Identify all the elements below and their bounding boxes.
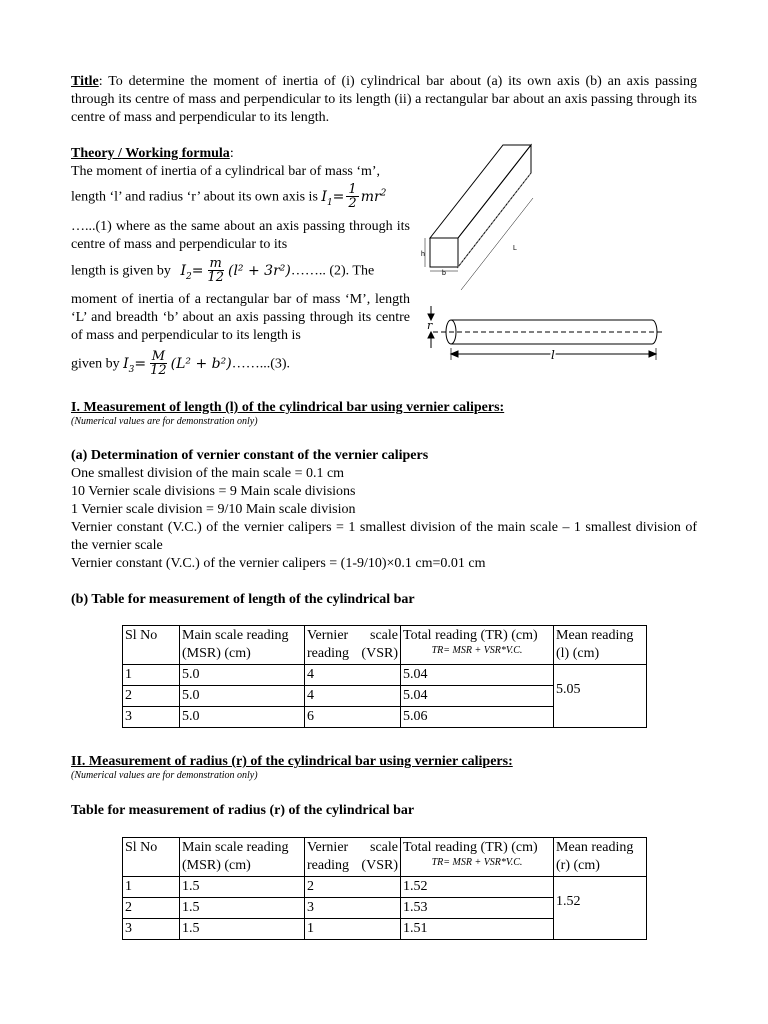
theory-heading-line: [71, 145, 411, 163]
section2-heading: II. Measurement of radius (r) of the cylindrical bar using vernier calipers:: [71, 754, 513, 769]
radius-table: [122, 837, 647, 940]
cell: 3: [123, 707, 180, 728]
cyl-label-r: r: [427, 319, 433, 332]
theory-line6-wrap: [71, 350, 410, 378]
header-mean: Mean reading (l) (cm): [554, 626, 647, 665]
theory-colon: :: [229, 146, 234, 161]
header-mean: Mean reading (r) (cm): [554, 838, 647, 877]
section1-heading: I. Measurement of length (l) of the cylindrical bar using vernier calipers:: [71, 400, 505, 415]
cell: 2: [305, 877, 401, 898]
cell: 5.04: [401, 686, 554, 707]
mean-cell: 1.52: [554, 877, 647, 940]
header-vsr: Vernier scale reading (VSR): [305, 626, 401, 665]
section1-note: (Numerical values are for demonstration only): [71, 416, 258, 427]
length-table: [122, 625, 647, 728]
theory-line6: given by: [71, 356, 120, 372]
cell: 1.5: [180, 877, 305, 898]
rect-label-L: L: [513, 245, 517, 252]
cylindrical-bar-diagram: [428, 306, 665, 360]
section2-sub: Table for measurement of radius (r) of the cylindrical bar: [71, 803, 415, 818]
section1-sub-b: (b) Table for measurement of length of the cylindrical bar: [71, 592, 415, 607]
theory-heading: Theory / Working formula: [71, 146, 230, 161]
header-sl-no: Sl No: [123, 626, 180, 665]
formula-2-tail: …….. (2). The: [290, 263, 375, 279]
cell: 4: [305, 686, 401, 707]
header-msr: Main scale reading (MSR) (cm): [180, 626, 305, 665]
cell: 6: [305, 707, 401, 728]
tr-formula: TR= MSR + VSR*V.C.: [431, 857, 523, 868]
cell: 3: [305, 898, 401, 919]
tr-formula: TR= MSR + VSR*V.C.: [431, 645, 523, 656]
theory-line4-wrap: [71, 257, 410, 285]
cell: 1: [305, 919, 401, 940]
header-tr: Total reading (TR) (cm) TR= MSR + VSR*V.C.: [401, 626, 554, 665]
section2-note: (Numerical values are for demonstration only): [71, 770, 258, 781]
table-row: [123, 877, 647, 898]
cell: 1.53: [401, 898, 554, 919]
cell: 5.04: [401, 665, 554, 686]
theory-line2-wrap: [71, 183, 410, 211]
vc-line-3: 1 Vernier scale division = 9/10 Main scale division: [71, 502, 356, 517]
section1-sub-a: (a) Determination of vernier constant of the vernier calipers: [71, 448, 429, 463]
theory-line3: …...(1) where as the same about an axis passing through its centre of mass and perpendicular to its: [71, 219, 410, 252]
cell: 1.51: [401, 919, 554, 940]
cell: 5.0: [180, 686, 305, 707]
header-sl-no: Sl No: [123, 838, 180, 877]
theory-line2: length ‘l’ and radius ‘r’ about its own axis is: [71, 189, 318, 205]
title-paragraph: [71, 73, 697, 127]
cell: 5.06: [401, 707, 554, 728]
title-text: : To determine the moment of inertia of (i) cylindrical bar about (a) its own axis (b) an axis passing through its centre of mass and perpendicular to its length (ii) a rectangular bar about an axis passing through its centre of mass and perpendicular to its length.: [71, 74, 697, 125]
cell: 3: [123, 919, 180, 940]
vc-line-2: 10 Vernier scale divisions = 9 Main scale divisions: [71, 484, 356, 499]
cell: 1.52: [401, 877, 554, 898]
header-vsr: Vernier scale reading (VSR): [305, 838, 401, 877]
mean-cell: 5.05: [554, 665, 647, 728]
vc-line-4: Vernier constant (V.C.) of the vernier calipers = 1 smallest division of the main scale – 1 smallest division of the vernier scale: [71, 520, 697, 553]
rectangular-bar-diagram: [425, 145, 533, 290]
cyl-label-l: l: [551, 348, 555, 362]
table-header-row: [123, 838, 647, 877]
cell: 5.0: [180, 707, 305, 728]
cell: 1: [123, 877, 180, 898]
table-row: [123, 665, 647, 686]
rect-label-h: h: [421, 251, 425, 258]
theory-line1: The moment of inertia of a cylindrical bar of mass ‘m’,: [71, 164, 381, 179]
cell: 1.5: [180, 898, 305, 919]
cell: 2: [123, 686, 180, 707]
cell: 2: [123, 898, 180, 919]
header-msr: Main scale reading (MSR) (cm): [180, 838, 305, 877]
vc-line-1: One smallest division of the main scale = 0.1 cm: [71, 466, 345, 481]
header-tr: Total reading (TR) (cm) TR= MSR + VSR*V.C.: [401, 838, 554, 877]
vc-line-5: Vernier constant (V.C.) of the vernier calipers = (1-9/10)×0.1 cm=0.01 cm: [71, 556, 486, 571]
rect-label-b: b: [442, 270, 446, 277]
theory-line4: length is given by: [71, 263, 171, 279]
cell: 1: [123, 665, 180, 686]
formula-2: $I_2=$ $\frac{m}{12}$ (l² + 3r²): [180, 256, 291, 285]
cell: 4: [305, 665, 401, 686]
cell: 1.5: [180, 919, 305, 940]
title-label: Title: [71, 74, 99, 89]
formula-3: $I_3=$ $\frac{M}{12}$ (L² + b²): [123, 349, 232, 378]
formula-1: $I_1=$ $\frac{1}{2}$ $mr^2$: [321, 182, 387, 211]
formula-3-tail: ……...(3).: [231, 356, 291, 372]
table-header-row: [123, 626, 647, 665]
theory-line5: moment of inertia of a rectangular bar of mass ‘M’, length ‘L’ and breadth ‘b’ about an axis passing through its centre of mass and perpendicular to its length is: [71, 292, 410, 343]
cell: 5.0: [180, 665, 305, 686]
bars-figure: [415, 140, 675, 370]
